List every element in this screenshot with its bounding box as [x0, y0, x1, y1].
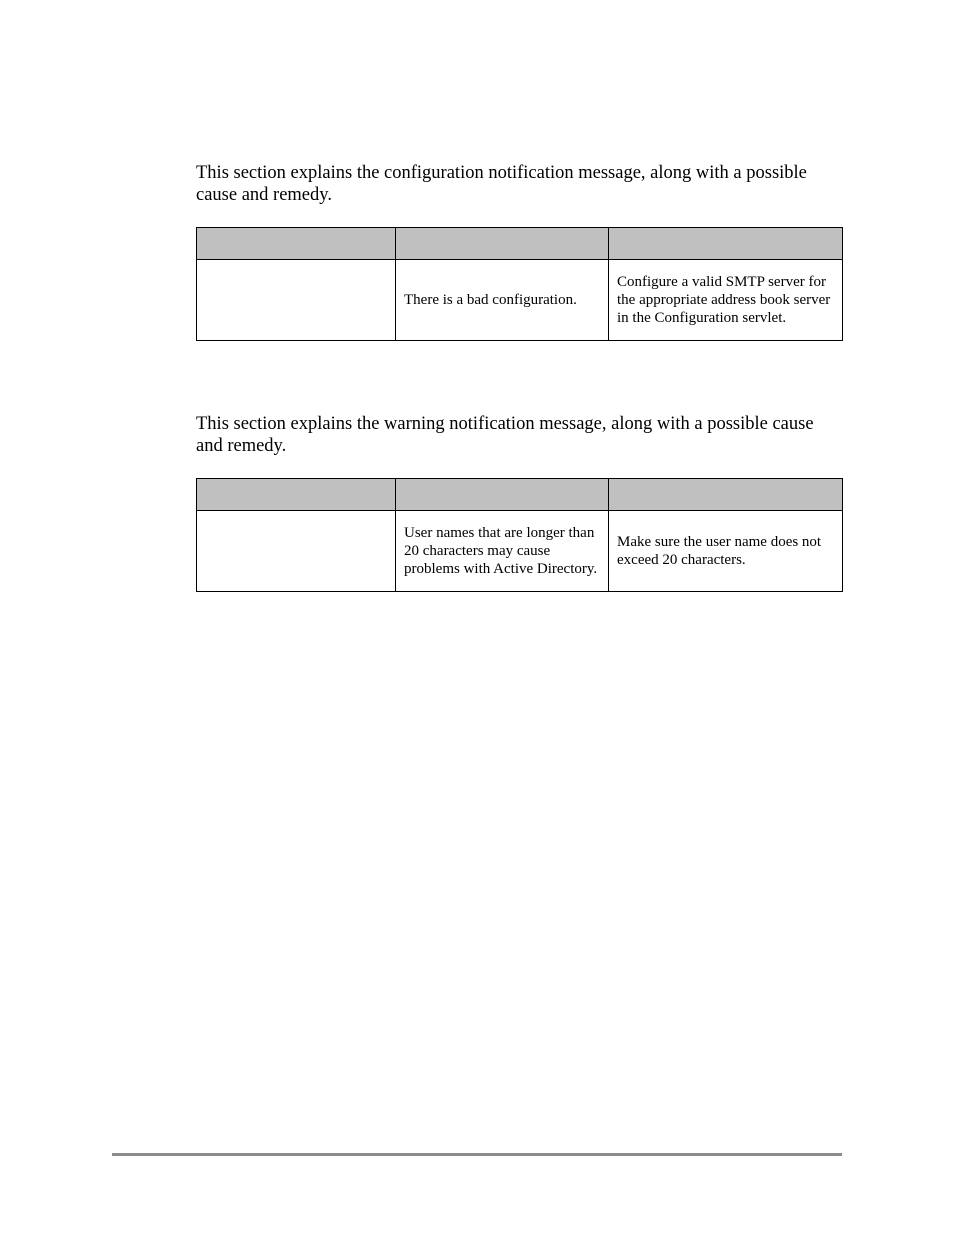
remedy-cell: Configure a valid SMTP server for the appropriate address book server in the Configuration servlet. [609, 260, 843, 341]
table-row [197, 260, 843, 341]
message-cell [197, 260, 396, 341]
message-cell [197, 511, 396, 592]
message-column-header [197, 228, 396, 260]
configuration-message-table [196, 227, 843, 341]
table-header-row [197, 228, 843, 260]
remedy-cell: Make sure the user name does not exceed 20 characters. [609, 511, 843, 592]
cause-cell: There is a bad configuration. [396, 260, 609, 341]
warning-intro-paragraph: This section explains the warning notification message, along with a possible cause and remedy. [196, 414, 814, 456]
cause-column-header [396, 228, 609, 260]
cause-cell: User names that are longer than 20 characters may cause problems with Active Directory. [396, 511, 609, 592]
cause-column-header [396, 479, 609, 511]
message-column-header [197, 479, 396, 511]
remedy-column-header [609, 228, 843, 260]
table-row [197, 511, 843, 592]
configuration-intro-paragraph: This section explains the configuration notification message, along with a possible cause and remedy. [196, 163, 807, 205]
footer-divider [112, 1153, 842, 1156]
remedy-column-header [609, 479, 843, 511]
warning-message-table [196, 478, 843, 592]
table-header-row [197, 479, 843, 511]
